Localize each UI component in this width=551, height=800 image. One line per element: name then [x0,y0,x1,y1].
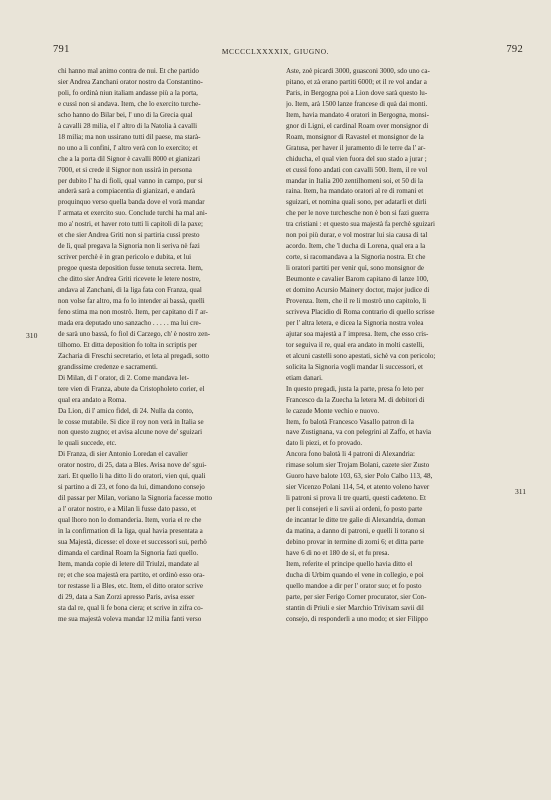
text-line: rimase solum sier Trojam Bolani, cazete sier Zusto [286,461,430,470]
text-line: de sarà uno bassà, fo fiol di Carzego, ch' è nostro zen- [58,329,211,338]
text-line: tilhomo. Et ditta deposition fo tolta in scriptis per [58,340,198,349]
text-line: scho hanno do Bilar bei, l' uno di la Grecia qual [58,110,193,119]
text-line: Provenza. Item, che il re li mostrò uno capitolo, li [286,297,427,306]
text-line: Beumonte e cavalier Barom capitano di lanze 100, [286,275,429,284]
text-line: Francesco da la Zuecha la letera M. di debitori di [286,395,425,404]
text-line: chiducha, el qual vien fuora del suo stado a jurar ; [286,154,427,163]
text-line: dil passar per Milan, voriano la Signoria facesse motto [58,494,213,503]
text-line: etiam danari. [286,373,323,382]
text-line: sta dal re, qual li fe bona ciera; et scrive in zifra co- [58,603,203,612]
text-line: mo a' nostri, et haver roto tutti li capitoli di la paxe; [58,220,203,229]
text-line: che per le nove turchesche non è bon si fazi guerra [286,209,429,218]
text-line: sua Majestà, dicesse: el doxe et successori sui, perhò [58,537,207,546]
text-line: sguizari, et nomina quali sono, per adatarli et dirli [286,198,427,207]
text-line: parte, per sier Ferigo Corner procurator, sier Con- [286,592,427,601]
text-line: sier Andrea Zanchani orator nostro da Constantino- [58,77,203,86]
text-line: mada era deputado uno sanzacho . . . . . ma lui cre- [58,318,202,327]
text-line: re; et che soa majestà era partito, et ordinò esso ora- [58,570,205,579]
text-line: in la confirmation di la liga, qual havia presentata a [58,527,203,536]
text-line: nave Zustignana, va con pelegrini al Zaffo, et havia [286,428,432,437]
text-line: li oratori partiti per venir quì, sono monsignor de [286,264,424,273]
left-text-column [58,66,285,625]
text-line: tra cristiani : et questo sua majestà fa perchè sguizari [286,220,435,229]
text-line: mandar in Italia 200 zentilhomeni soi, et 50 di la [286,176,423,185]
text-line: gnor di Ligni, el cardinal Roam over monsignor di [286,121,429,130]
text-line: per li consejeri e li savii ai ordeni, fo posto parte [286,505,423,514]
page-number-left: 791 [53,44,70,55]
text-line: 18 milia; ma non ussirano tutti dil paese, ma starà- [58,132,201,141]
text-line: scriver perchè è in gran pericolo e dubita, et lui [58,253,192,262]
text-line: me sua majestà voleva mandar 12 milia fanti verso [58,614,202,623]
text-line: per l' altra letera, e dicea la Signoria nostra volea [286,318,424,327]
text-line: le cosse mutabile. Si dice il roy non verà in Italia se [58,417,204,426]
text-line: Di Franza, di sier Antonio Loredan el cavalier [58,450,188,459]
text-line: sier Vicenzo Polani 114, 54, et atento voleno haver [286,483,430,492]
right-text-column [286,66,513,625]
text-line: raina. Item, ha mandato oratori al re di romani et [286,187,424,196]
text-line: 7000, et si crede il Signor non ussirà in persona [58,165,192,174]
text-line: proquinquo verso quella banda dove el vorà mandar [58,198,205,207]
text-line: acordo. Item, che 'l ducha di Lorena, qual era a la [286,242,426,251]
text-line: di 29, data a San Zorzi apresso Paris, avisa esser [58,592,195,601]
text-line: Item, manda copie di letere dil Triulzi, mandate al [58,559,199,568]
text-line: jo. Item, arà 1500 lanze francese di quà dai monti. [286,99,428,108]
text-line: et che sier Andrea Griti non si partiria cussì presto [58,231,200,240]
text-line: orator nostro, di 25, data a Bles. Avisa nove de' sgui- [58,461,207,470]
text-line: qual lhoro non lo domanderia. Item, voria el re che [58,516,202,525]
text-line: dimanda el cardinal Roam la Signoria fazi quello. [58,548,199,557]
text-line: e cussì non si andava. Item, che lo exercito turche- [58,99,201,108]
text-line: poli, fo ordinà niun italiam andasse più a la porta, [58,88,198,97]
margin-number-right: 311 [515,487,527,496]
text-line: che ditto sier Andrea Griti ricevete le letere nostre, [58,275,201,284]
text-line: pregoe questa deposition fusse tenuta secreta. Item, [58,264,203,273]
running-title: MCCCCLXXXXIX, GIUGNO. [221,47,330,56]
text-line: non poi più durar, e vol mostrar lui sia causa di tal [286,231,428,240]
text-line: tor seguiva il re, qual era andato in molti castelli, [286,340,424,349]
text-line: zari. Et quello li ha ditto li do oratori, vien qui, quali [58,472,206,481]
text-line: Aste, zoè picardi 3000, guasconi 3000, sdo uno ca- [286,67,430,75]
page-number-right: 792 [506,44,523,55]
text-line: consejo, di responderli a uno modo; et sier Filippo [286,614,428,623]
text-line: dato li piezi, et fo provado. [286,439,363,448]
text-line: debino provar in termine di zorni 6; et ditta parte [286,537,424,546]
text-line: le cazude Monte vechio e nuovo. [286,406,380,415]
text-line: Item, referite el principe quello havia ditto el [286,559,413,568]
text-line: Zacharia di Freschi secretario, et leta al pregadi, sotto [58,351,210,360]
text-line: le quali succede, etc. [58,439,117,448]
text-line: Item, havia mandato 4 oratori in Bergogna, monsi- [286,110,429,119]
text-line: Da Lion, di l' amico fidel, di 24. Nulla da conto, [58,406,194,415]
text-line: no uno a li confini, l' altro verà con lo exercito; et [58,143,198,152]
text-line: l' armata et exercito suo. Conclude turchi ha mal ani- [58,209,208,218]
text-line: si partino a dì 23, et fono da lui, dimandono consejo [58,483,205,492]
text-line: have 6 di no et 180 de sì, et fu presa. [286,548,390,557]
text-line: non volse far altro, ma fo lo intender ai bassà, quelli [58,297,205,306]
text-line: de lì, qual pregava la Signoria non li seriva nè fazi [58,242,200,251]
text-line: Di Milan, di l' orator, di 2. Come mandava let- [58,373,189,382]
text-line: Item, fo balotà Francesco Vasallo patron di la [286,417,414,426]
text-line: corte, si racomandava a la Signoria nostra. Et che [286,253,426,262]
text-line: Roam, monsignor di Ravastel et monsignor de la [286,132,424,141]
text-line: qual era andato a Roma. [58,395,127,404]
text-line: li patroni si prova li tre quarti, questi cadeteno. Et [286,494,426,503]
text-line: stantin di Priuli e sier Marchio Trivixam savii dil [286,603,424,612]
text-line: Ancora fono balotà li 4 patroni di Alexandria: [286,450,415,459]
text-line: et domino Acursio Mainery doctor, major judice di [286,286,430,295]
text-line: Guoro have balote 103, 63, sier Polo Calbo 113, 48, [286,472,433,481]
text-line: anderà sarà a compiacentia di gianizari, e andarà [58,187,195,196]
text-line: ajutar soa majestà a l' impresa. Item, che esso cris- [286,329,429,338]
text-line: da matina, a danno di patroni, e quelli li torano si [286,527,425,536]
text-line: et cussì fono andati con cavalli 500. Item, il re vol [286,165,428,174]
text-line: In questo pregadi, justa la parte, presa fo leto per [286,384,424,393]
text-line: tor restasse li a Bles, etc. Item, el ditto orator scrive [58,581,204,590]
text-line: Gratusa, per haver il juramento di le terre da l' ar- [286,143,426,152]
text-line: pitano, et zà erano partiti 6000; et il re vol andar a [286,77,427,86]
text-line: grandissime credenze e sacramenti. [58,362,158,371]
text-line: ducha di Urbim quando el vene in collegio, e poi [286,570,424,579]
text-line: andava al Zanchani, di la liga fata con Franza, qual [58,286,202,295]
text-line: à cavalli 28 milia, el l' altro di la Natolia à cavalli [58,121,198,130]
text-line: de incantar le ditte tre galie di Alexandria, doman [286,516,426,525]
text-line: non questo zugno; et avisa alcune nove de' sguizari [58,428,203,437]
text-line: et alcuni castelli sono apestati, sichè va con pericolo; [286,351,436,360]
text-line: feno stima ma non mostrò. Item, per capitano di l' ar- [58,307,208,316]
text-line: Paris, in Bergogna poi a Lion dove sarà questo lu- [286,88,428,97]
text-line: tere vien di Franza, abute da Cristopholeto corier, el [58,384,205,393]
text-line: scriveva Placidio di Roma contrario di quello scrisse [286,307,435,316]
text-line: solicita la Signoria vogli mandar li successori, et [286,362,423,371]
text-line: a l' orator nostro, e a Milan li fusse dato passo, et [58,505,197,514]
margin-number-left: 310 [26,331,38,340]
text-line: che a la porta dil Signor è cavalli 8000 et gianizari [58,154,201,163]
text-line: quello mandoe a dir per l' orator suo; et fo posto [286,581,422,590]
text-line: chi hanno mal animo contra de nui. Et che partido [58,67,199,75]
text-line: per dubito l' ha di fioli, qual vanno in campo, pur si [58,176,203,185]
